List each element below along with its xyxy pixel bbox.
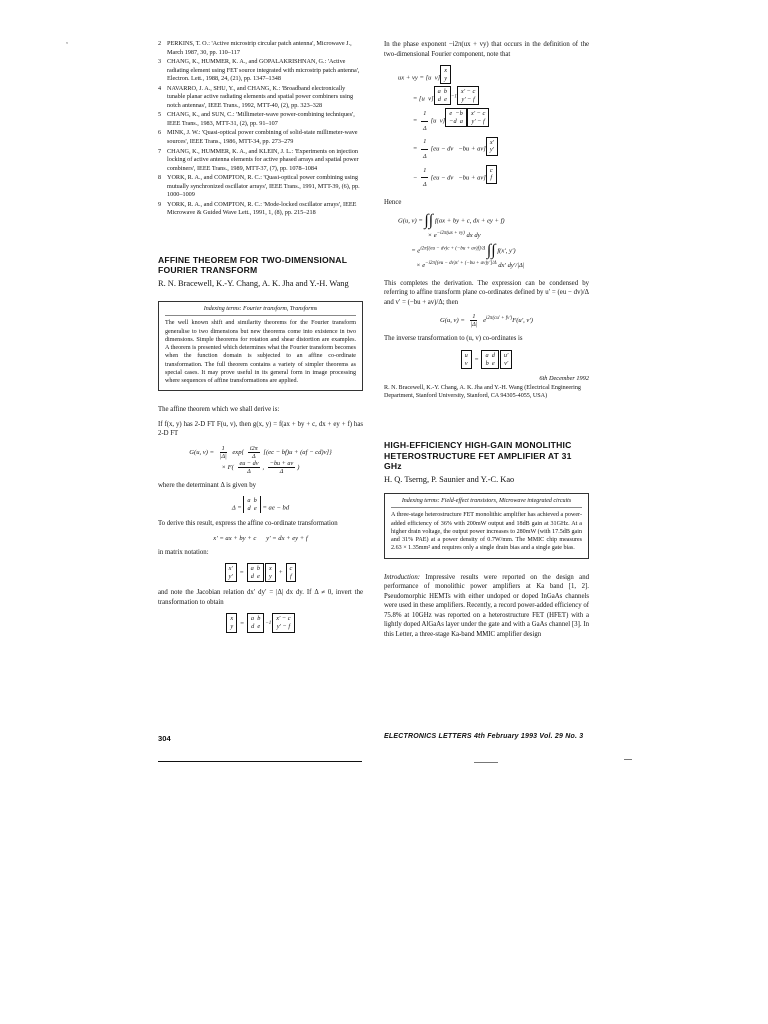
- article2-intro-text: Impressive results were reported on the design and performance of monolithic power amplifiers at Ka band [1, 2]. Pseudomorphic HEMTs with either undoped or doped InGaAs channels were used in these amplifiers. Recently, a record power-added efficiency of 75.8% at 10GHz was reported on a heterostructure FET (HFET) with a lightly doped AlGaAs layer under the gate and with a GaAs channel [3]. In this Letter, a three-stage Ka-band MMIC amplifier design: [384, 573, 590, 638]
- article1-para-intro: The affine theorem which we shall derive is:: [158, 406, 280, 414]
- article1-para-inverse: The inverse transformation to (u, v) co-ordinates is: [384, 335, 523, 343]
- article1-indexing-terms: Indexing terms: Fourier transform, Transforms: [165, 306, 356, 316]
- reference-text: MINK, J. W.: 'Quasi-optical power combining of solid-state millimeter-wave sources', IEEE Trans., 1986, MTT-34, pp. 273–279: [167, 129, 358, 146]
- reference-number: 5: [158, 111, 162, 119]
- article2-introduction: [384, 573, 589, 640]
- article2-abstract-box: [384, 493, 589, 558]
- reference-number: 9: [158, 200, 162, 208]
- reference-text: CHANG, K., and SUN, C.: 'Millimeter-wave power-combining techniques', IEEE Trans., 1983, MTT-31, (2), pp. 91–107: [167, 111, 355, 127]
- margin-mark: ,: [66, 38, 68, 45]
- right-column: [384, 40, 589, 639]
- article1-date: 6th December 1992: [539, 375, 589, 383]
- equation-determinant: Δ = a b d e = ae − bd: [231, 497, 290, 512]
- equation-phase-derivation: ux + vy = [u v] x y = [u v] a b d e $^{-1}$ x′ − c y′ − f = $\frac{1}{\Delta}$ [u v] e −b −d a x′ − c y′ − f = $\frac{1}{\Delta}$ [eu − dv −bu + av] x′ y′ − $\frac{1}{\Delta}$ [eu − dv −bu + av] c f: [384, 65, 589, 192]
- reference-item: [158, 174, 363, 200]
- reference-text: NAVARRO, J. A., SHU, Y., and CHANG, K.: 'Broadband electronically tunable planar active radiating elements and spatial power combiners using notch antennas', IEEE Trans., 1992, MTT-40, (2), pp. 323–328: [167, 84, 354, 109]
- article1-title: AFFINE THEOREM FOR TWO-DIMENSIONAL FOURIER TRANSFORM: [158, 254, 348, 276]
- page-number: 304: [158, 734, 171, 743]
- article1-para-theorem: If f(x, y) has 2-D FT F(u, v), then g(x, y) = f(ax + by + c, dx + ey + f) has 2-D FT: [158, 420, 363, 438]
- article1-affiliation: R. N. Bracewell, K.-Y. Chang, A. K. Jha and Y.-H. Wang (Electrical Engineering Department, Stanford University, Stanford, CA 94305-4055, USA): [384, 385, 581, 400]
- reference-number: 6: [158, 129, 162, 137]
- reference-number: 3: [158, 58, 162, 66]
- article2-abstract: A three-stage heterostructure FET monolithic amplifier has achieved a power-added efficiency of 36% with 200mW output and 18dB gain at 31GHz. At a higher drain voltage, the output power increases to 280mW (with 17.5dB gain and 31% PAE) at a power density of 0.7W/mm. The MMIC chip measures 2.63 × 1.35mm² and requires only a single drain bias and a single gate bias.: [391, 512, 582, 552]
- article1-para-derive: To derive this result, express the affine co-ordinate transformation: [158, 520, 338, 528]
- equation-matrix-form: x′ y′ = a b d e x y + c f: [158, 563, 363, 582]
- article1-hence: Hence: [384, 198, 402, 206]
- article1-para-jacobian: and note the Jacobian relation dx′ dy′ = |Δ| dx dy. If Δ ≠ 0, invert the transformation to obtain: [158, 589, 363, 606]
- article2-indexing-terms: Indexing terms: Field-effect transistors, Microwave integrated circuits: [391, 498, 582, 508]
- article1-para-matrix: in matrix notation:: [158, 548, 209, 556]
- equation-inverse-matrix: x y = a b d e −1 x′ − c y′ − f: [158, 613, 363, 632]
- reference-item: [158, 58, 363, 84]
- equation-condensed: G(u, v) = $\frac{1}{|\Delta|}$ $e^{i2\pi(cu' + fv')}F(u'$, v′): [440, 313, 533, 329]
- reference-text: YORK, R. A., and COMPTON, R. C.: 'Mode-locked oscillator arrays', IEEE Microwave & Guided Wave Lett., 1991, 1, (8), pp. 215–218: [167, 200, 357, 217]
- article2-authors: H. Q. Tserng, P. Saunier and Y.-C. Kao: [384, 474, 515, 484]
- reference-list: [158, 40, 363, 218]
- reference-text: YORK, R. A., and COMPTON, R. C.: 'Quasi-optical power combining using mutually synchronized oscillator arrays', IEEE Trans., 1991, MTT-39, (6), pp. 1000–1009: [167, 174, 360, 199]
- article1-para-determinant: where the determinant Δ is given by: [158, 481, 256, 489]
- reference-item: [158, 129, 363, 146]
- article1-para-phase: In the phase exponent −i2π(ux + vy) that occurs in the definition of the two-dimensional Fourier component, note that: [384, 41, 589, 58]
- article1-authors: R. N. Bracewell, K.-Y. Chang, A. K. Jha and Y.-H. Wang: [158, 278, 349, 288]
- reference-number: 2: [158, 40, 162, 47]
- reference-number: 7: [158, 147, 162, 155]
- reference-number: 8: [158, 174, 162, 182]
- reference-text: CHANG, K., HUMMER, K. A., and KLEIN, J. L.: 'Experiments on injection locking of active antenna elements for active phased arrays and spatial power combiners', IEEE Trans., 1989, MTT-37, (7), pp. 1078–1084: [167, 147, 359, 172]
- journal-footer: ELECTRONICS LETTERS 4th February 1993 Vol. 29 No. 3: [384, 733, 584, 740]
- reference-text: PERKINS, T. O.: 'Active microstrip circular patch antenna', Microwave J., March 1987, 30, pp. 110–117: [167, 40, 352, 56]
- reference-item: [158, 148, 363, 174]
- reference-item: [158, 201, 363, 218]
- reference-item: [158, 111, 363, 128]
- article2-intro-label: Introduction:: [384, 573, 420, 581]
- left-column: [158, 40, 363, 639]
- equation-inverse-uv: u v = a d b e u′ v′: [384, 350, 589, 369]
- article1-abstract-box: [158, 301, 363, 391]
- article1-para-completes: This completes the derivation. The expression can be condensed by referring to affine transform plane co-ordinates defined by u′ = (eu − dv)/Δ and v′ = (−bu + av)/Δ; then: [384, 279, 589, 306]
- footer-dash-mark: [474, 762, 498, 763]
- footer-dash-mark-small: [624, 759, 632, 760]
- article1-abstract: The well known shift and similarity theorems for the Fourier transform generalise to two dimensions but new theorems come into existence in two dimensions. Simple theorems for rotation and shear distortion are examples. A theorem is presented which determines what the Fourier transform becomes when the function domain is subjected to an affine co-ordinate transformation. The full theorem contains a variety of simpler theorems as special cases. It may prove useful in its general form in image processing where sequences of affine transformations are applied.: [165, 320, 356, 384]
- equation-coordinate-transform: x′ = ax + by + c y′ = dx + ey + f: [213, 534, 308, 542]
- reference-text: CHANG, K., HUMMER, K. A., and GOPALAKRISHNAN, G.: 'Active radiating element using FET source integrated with microstrip patch antenna', Electron. Lett., 1988, 24, (21), pp. 1347–1348: [167, 58, 360, 83]
- article2-title: HIGH-EFFICIENCY HIGH-GAIN MONOLITHIC HETEROSTRUCTURE FET AMPLIFIER AT 31 GHz: [384, 440, 572, 472]
- reference-item: [158, 40, 363, 57]
- equation-hence-integral: G(u, v) = ∫∫ f(ax + by + c, dx + ey + f) × $e^{-i2\pi(ux + vy)}$ dx dy = $e^{i2\pi[(eu - dv)c + (-bu + av)f]/\Delta}$ ∫∫ f(x′, y′) × $e^{-i2\pi[(eu - dv)x' + (-bu + av)y']/\Delta}$ dx′ dy′/|Δ|: [398, 212, 525, 270]
- footer-rule: [158, 761, 362, 762]
- equation-affine-theorem: G(u, v) = $\frac{1}{|\Delta|}$ exp{ $\frac{i2\pi}{\Delta}$ [(ec − bf)u + (af − cd)v]} × F( $\frac{eu - dv}{\Delta}$ , $\frac{-bu + av}{\Delta}$ ): [189, 444, 332, 475]
- reference-number: 4: [158, 84, 162, 92]
- reference-item: [158, 85, 363, 111]
